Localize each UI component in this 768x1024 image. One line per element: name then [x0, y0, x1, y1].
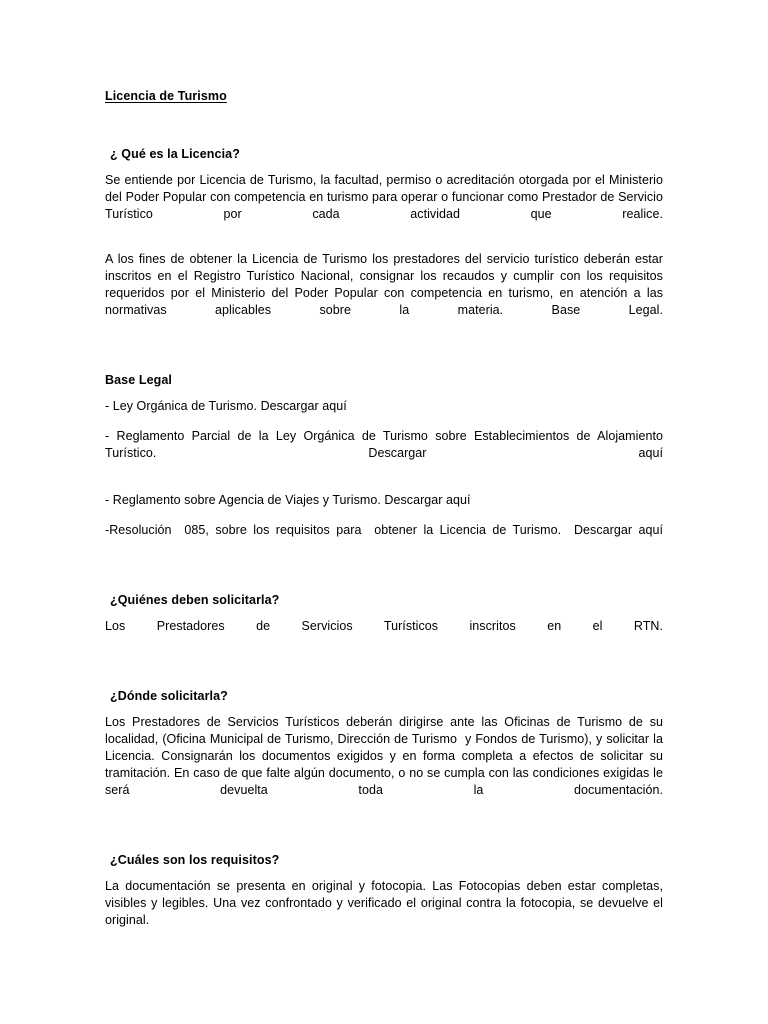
paragraph-requisitos-inscripcion: A los fines de obtener la Licencia de Turismo los prestadores del servicio turístico deberán estar inscritos en el Registro Turístico Nacional, consignar los recaudos y cumplir con los requisitos requeridos por el Ministerio del Poder Popular con competencia en turismo, en atención a las normativas aplicables sobre la materia. Base Legal. [105, 252, 667, 317]
spacer [105, 415, 663, 428]
legal-item: - Reglamento sobre Agencia de Viajes y Turismo. Descargar aquí [105, 493, 471, 507]
spacer [105, 816, 663, 852]
document-body [105, 88, 667, 946]
paragraph-definicion: Se entiende por Licencia de Turismo, la facultad, permiso o acreditación otorgada por el Ministerio del Poder Popular con competencia en turismo para operar o funcionar como Prestador de Servicio Turístico por cada actividad que realice. [105, 173, 667, 221]
spacer [105, 389, 663, 398]
spacer [105, 105, 663, 146]
heading-quienes-deben-solicitarla: ¿Quiénes deben solicitarla? [110, 593, 280, 607]
page-title: Licencia de Turismo [105, 89, 227, 103]
spacer [105, 240, 663, 251]
heading-cuales-son-los-requisitos: ¿Cuáles son los requisitos? [110, 853, 280, 867]
spacer [105, 336, 663, 372]
legal-item: -Resolución 085, sobre los requisitos para obtener la Licencia de Turismo. Descargar aquí [105, 523, 663, 537]
spacer [105, 556, 663, 592]
spacer [105, 869, 663, 878]
heading-donde-solicitarla: ¿Dónde solicitarla? [110, 689, 228, 703]
heading-base-legal: Base Legal [105, 373, 173, 387]
spacer [105, 479, 663, 492]
spacer [105, 652, 663, 688]
paragraph-quienes: Los Prestadores de Servicios Turísticos inscritos en el RTN. [105, 619, 663, 633]
legal-item: - Reglamento Parcial de la Ley Orgánica de Turismo sobre Establecimientos de Alojamiento Turístico. Descargar aquí [105, 429, 667, 460]
legal-item: - Ley Orgánica de Turismo. Descargar aquí [105, 399, 347, 413]
heading-que-es-la-licencia: ¿ Qué es la Licencia? [110, 147, 240, 161]
paragraph-donde: Los Prestadores de Servicios Turísticos deberán dirigirse ante las Oficinas de Turismo de su localidad, (Oficina Municipal de Turismo, Dirección de Turismo y Fondos de Turismo), y solicitar la Licencia. Consignarán los documentos exigidos y en forma completa a efectos de solicitar su tramitación. En caso de que falte algún documento, o no se cumpla con las condiciones exigidas le será devuelta toda la documentación. [105, 715, 667, 797]
spacer [105, 163, 663, 172]
spacer [105, 705, 663, 714]
spacer [105, 609, 663, 618]
spacer [105, 509, 663, 522]
paragraph-requisitos: La documentación se presenta en original y fotocopia. Las Fotocopias deben estar completas, visibles y legibles. Una vez confrontado y verificado el original contra la fotocopia, se devuelve el original. [105, 879, 667, 927]
